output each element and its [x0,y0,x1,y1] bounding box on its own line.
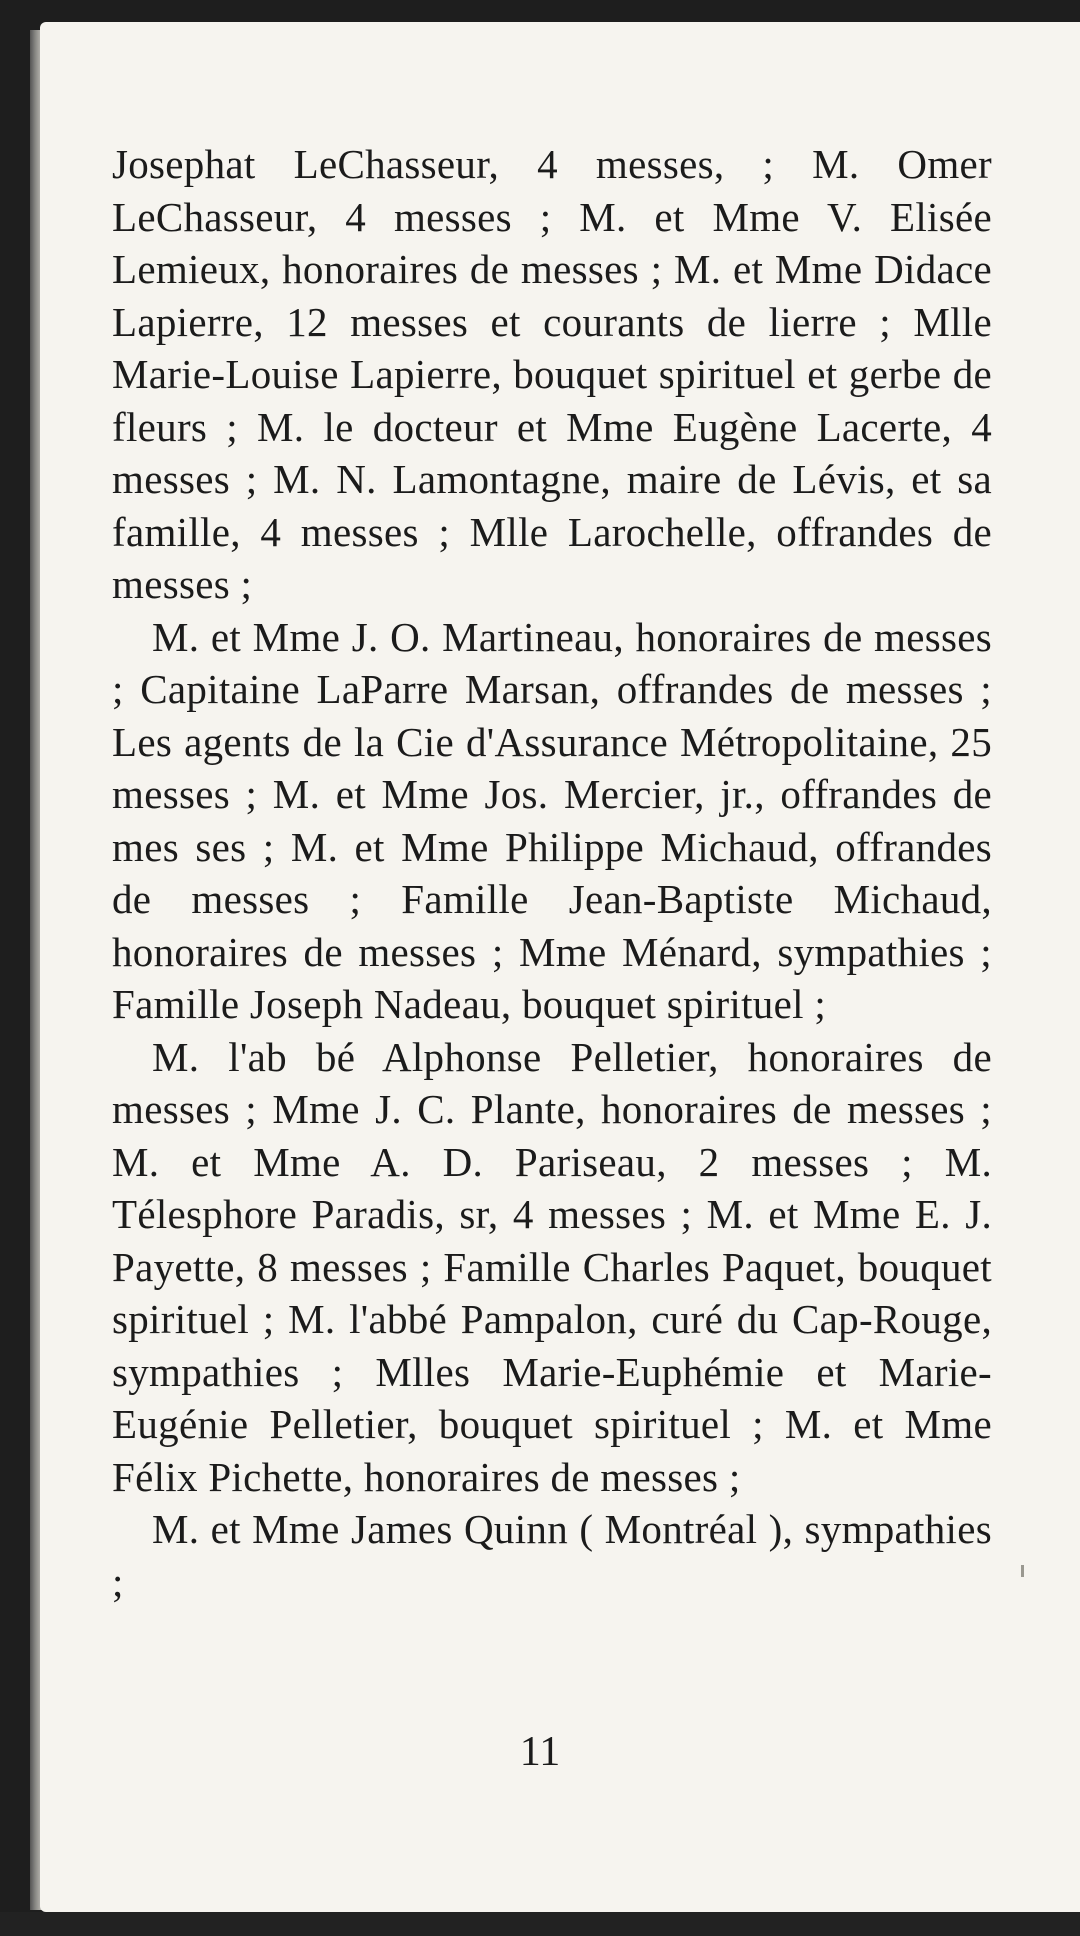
paper-fleck [1021,1565,1024,1577]
page-body-text [112,138,992,1608]
paragraph-3: M. l'ab bé Alphonse Pelletier, honoraires de messes ; Mme J. C. Plante, honoraires de messes ; M. et Mme A. D. Pariseau, 2 messes ; M. Télesphore Paradis, sr, 4 messes ; M. et Mme E. J. Payette, 8 messes ; Famille Charles Paquet, bouquet spirituel ; M. l'abbé Pampalon, curé du Cap-Rouge, sympathies ; Mlles Marie-Euphémie et Marie-Eugénie Pelletier, bouquet spirituel ; M. et Mme Félix Pichette, honoraires de messes ; [112,1033,992,1500]
paragraph-2: M. et Mme J. O. Martineau, honoraires de messes ; Capitaine LaParre Marsan, offrandes de messes ; Les agents de la Cie d'Assurance Métropolitaine, 25 messes ; M. et Mme Jos. Mercier, jr., offrandes de mes ses ; M. et Mme Philippe Michaud, offrandes de messes ; Famille Jean-Baptiste Michaud, honoraires de messes ; Mme Ménard, sympathies ; Famille Joseph Nadeau, bouquet spirituel ; [112,613,992,1027]
page-number: 11 [519,1729,561,1775]
paragraph-1: Josephat LeChasseur, 4 messes, ; M. Omer LeChasseur, 4 messes ; M. et Mme V. Elisée Lemieux, honoraires de messes ; M. et Mme Didace Lapierre, 12 messes et courants de lierre ; Mlle Marie-Louise Lapierre, bouquet spirituel et gerbe de fleurs ; M. le docteur et Mme Eugène Lacerte, 4 messes ; M. N. Lamontagne, maire de Lévis, et sa famille, 4 messes ; Mlle Larochelle, offrandes de messes ; [112,141,992,607]
paragraph-4: M. et Mme James Quinn ( Montréal ), sympathies ; [112,1506,992,1605]
bottom-scan-shadow [0,1912,1080,1936]
